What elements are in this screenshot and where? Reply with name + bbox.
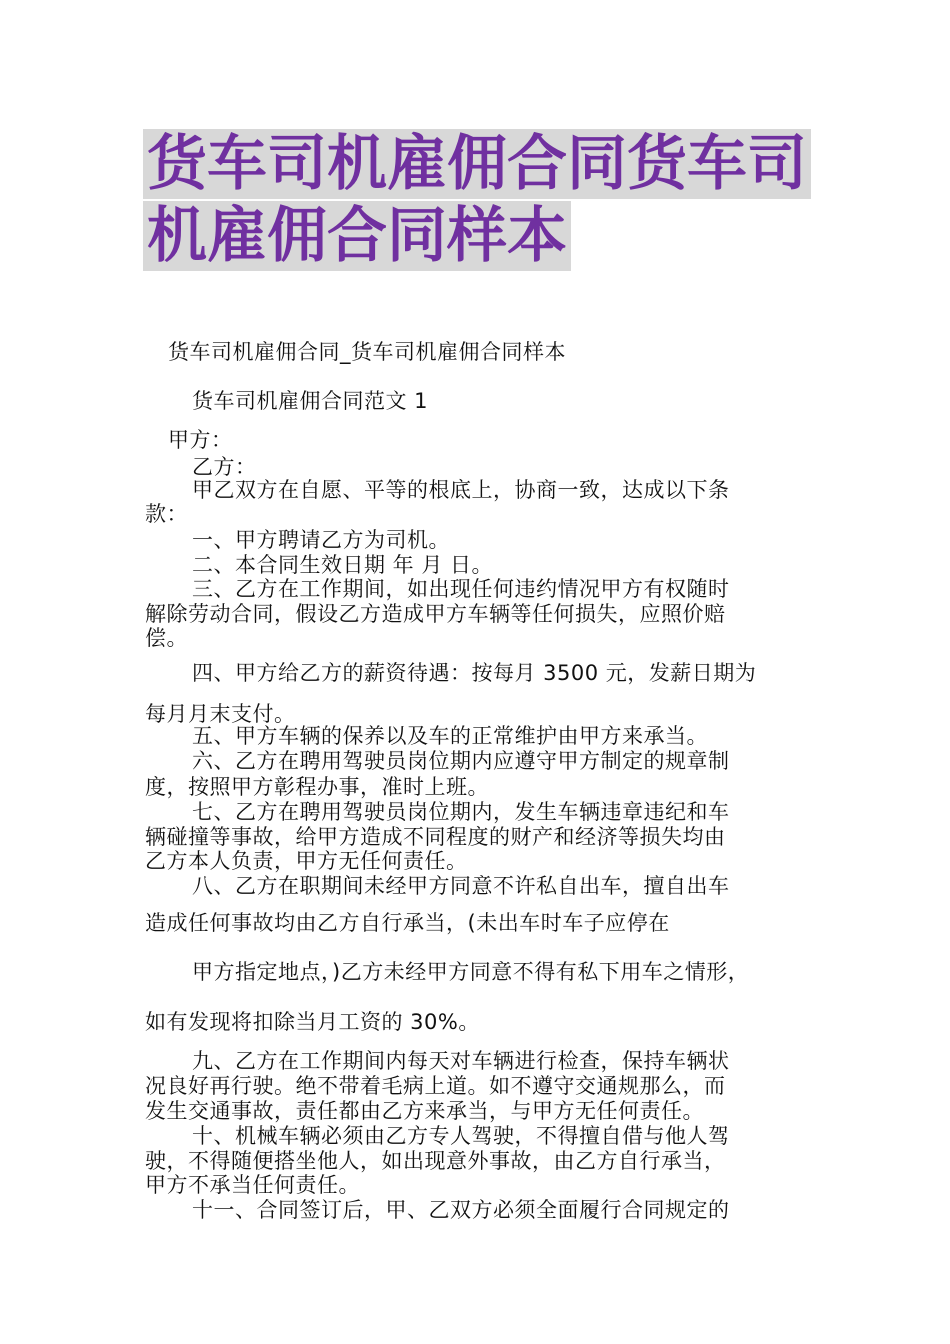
paragraph-line: 八、乙方在职期间未经甲方同意不许私自出车，擅自出车	[192, 874, 730, 898]
paragraph-line: 甲方指定地点，)乙方未经甲方同意不得有私下用车之情形，	[192, 960, 750, 984]
paragraph-line: 乙方本人负责，甲方无任何责任。	[145, 849, 468, 873]
paragraph-line: 解除劳动合同，假设乙方造成甲方车辆等任何损失，应照价赔	[145, 602, 726, 626]
party-b: 乙方：	[192, 455, 257, 479]
subtitle: 货车司机雇佣合同_货车司机雇佣合同样本	[168, 340, 566, 364]
title-line-2	[143, 201, 571, 271]
paragraph-line: 度，按照甲方彰程办事，准时上班。	[145, 775, 489, 799]
paragraph-line: 辆碰撞等事故，给甲方造成不同程度的财产和经济等损失均由	[145, 825, 726, 849]
paragraph-line: 款：	[145, 502, 188, 526]
paragraph-line: 每月月末支付。	[145, 702, 296, 726]
title-text-2: 机雇佣合同样本	[143, 201, 571, 271]
paragraph-line: 十一、合同签订后，甲、乙双方必须全面履行合同规定的	[192, 1198, 730, 1222]
paragraph-line: 造成任何事故均由乙方自行承当，(未出车时车子应停在	[145, 911, 670, 935]
paragraph-line: 一、甲方聘请乙方为司机。	[192, 528, 450, 552]
paragraph-line: 二、本合同生效日期 年 月 日。	[192, 553, 494, 577]
paragraph-line: 如有发现将扣除当月工资的 30%。	[145, 1010, 480, 1034]
paragraph-line: 六、乙方在聘用驾驶员岗位期内应遵守甲方制定的规章制	[192, 749, 730, 773]
paragraph-line: 甲乙双方在自愿、平等的根底上，协商一致，达成以下条	[192, 478, 730, 502]
paragraph-line: 十、机械车辆必须由乙方专人驾驶，不得擅自借与他人驾	[192, 1124, 730, 1148]
paragraph-line: 驶，不得随便搭坐他人，如出现意外事故，由乙方自行承当，	[145, 1149, 726, 1173]
paragraph-line: 甲方不承当任何责任。	[145, 1173, 360, 1197]
paragraph-line: 四、甲方给乙方的薪资待遇：按每月 3500 元，发薪日期为	[192, 661, 757, 685]
paragraph-line: 况良好再行驶。绝不带着毛病上道。如不遵守交通规那么，而	[145, 1074, 726, 1098]
paragraph-line: 五、甲方车辆的保养以及车的正常维护由甲方来承当。	[192, 724, 708, 748]
paragraph-line: 偿。	[145, 626, 188, 650]
title-line-1	[143, 129, 811, 199]
paragraph-line: 三、乙方在工作期间，如出现任何违约情况甲方有权随时	[192, 577, 730, 601]
title-text-1: 货车司机雇佣合同货车司	[143, 129, 811, 199]
paragraph-line: 发生交通事故，责任都由乙方来承当，与甲方无任何责任。	[145, 1099, 704, 1123]
paragraph-line: 九、乙方在工作期间内每天对车辆进行检查，保持车辆状	[192, 1049, 730, 1073]
paragraph-line: 七、乙方在聘用驾驶员岗位期内，发生车辆违章违纪和车	[192, 800, 730, 824]
section-heading: 货车司机雇佣合同范文 1	[192, 389, 429, 413]
party-a: 甲方：	[168, 428, 233, 452]
